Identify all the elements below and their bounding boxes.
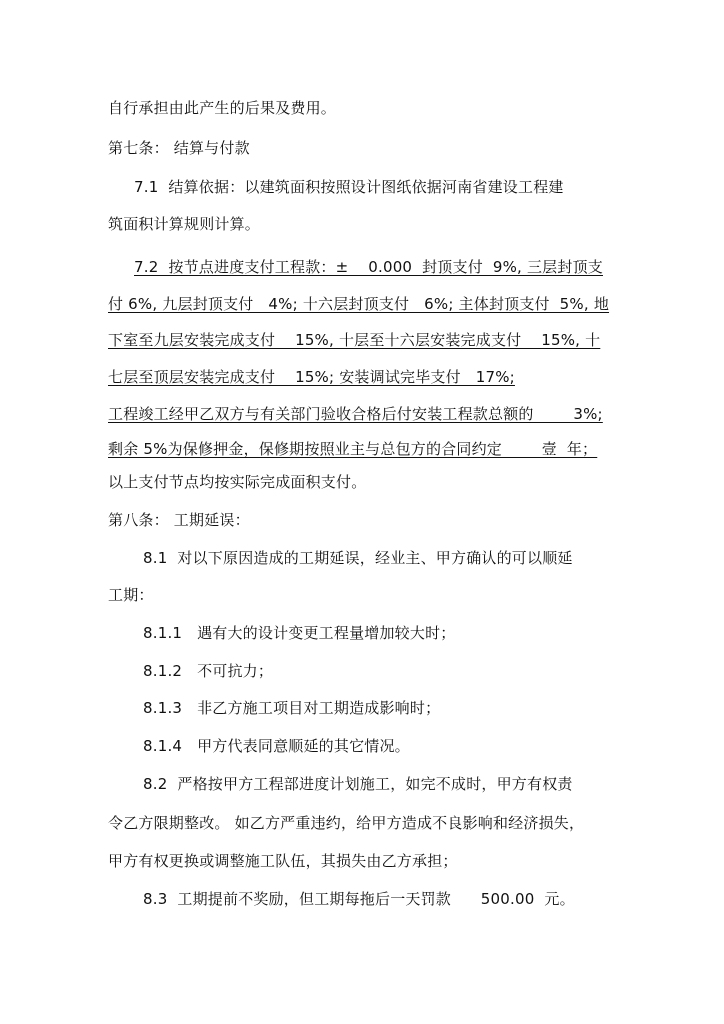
clause-7-2-line-5: 工程竣工经甲乙双方与有关部门验收合格后付安装工程款总额的 3%; bbox=[108, 405, 603, 423]
clause-7-1-line-2: 筑面积计算规则计算。 bbox=[108, 215, 261, 233]
clause-7-2-line-6: 剩余 5%为保修押金，保修期按照业主与总包方的合同约定 壹 年； bbox=[108, 440, 598, 458]
clause-7-2-line-3: 下室至九层安装完成支付 15%, 十层至十六层安装完成支付 15%, 十 bbox=[108, 331, 601, 349]
clause-7-1-line-1: 7.1 结算依据：以建筑面积按照设计图纸依据河南省建设工程建 bbox=[134, 178, 564, 196]
article-7-heading: 第七条： 结算与付款 bbox=[108, 139, 250, 157]
clause-7-2-line-4: 七层至顶层安装完成支付 15%; 安装调试完毕支付 17%; bbox=[108, 368, 515, 386]
clause-8-1-line-1: 8.1 对以下原因造成的工期延误，经业主、甲方确认的可以顺延 bbox=[143, 549, 573, 567]
clause-7-2-line-2: 付 6%, 九层封顶支付 4%; 十六层封顶支付 6%; 主体封顶支付 5%, 地 bbox=[108, 295, 610, 313]
clause-8-2-line-1: 8.2 严格按甲方工程部进度计划施工，如完不成时，甲方有权责 bbox=[143, 775, 573, 793]
clause-8-1-3: 8.1.3 非乙方施工项目对工期造成影响时； bbox=[143, 699, 441, 717]
clause-8-2-line-2: 令乙方限期整改。 如乙方严重违约，给甲方造成不良影响和经济损失， bbox=[108, 814, 585, 832]
clause-8-1-line-2: 工期： bbox=[108, 586, 154, 604]
clause-7-2-line-7: 以上支付节点均按实际完成面积支付。 bbox=[108, 473, 367, 491]
clause-7-2-line-1: 7.2 按节点进度支付工程款：± 0.000 封顶支付 9%, 三层封顶支 bbox=[134, 258, 603, 276]
article-8-heading: 第八条： 工期延误： bbox=[108, 511, 250, 529]
text-line-1: 自行承担由此产生的后果及费用。 bbox=[108, 99, 337, 117]
clause-8-2-line-3: 甲方有权更换或调整施工队伍，其损失由乙方承担； bbox=[108, 852, 458, 870]
clause-8-3: 8.3 工期提前不奖励，但工期每拖后一天罚款 500.00 元。 bbox=[143, 890, 575, 908]
clause-8-1-1: 8.1.1 遇有大的设计变更工程量增加较大时； bbox=[143, 624, 456, 642]
clause-8-1-4: 8.1.4 甲方代表同意顺延的其它情况。 bbox=[143, 737, 410, 755]
clause-8-1-2: 8.1.2 不可抗力； bbox=[143, 662, 274, 680]
